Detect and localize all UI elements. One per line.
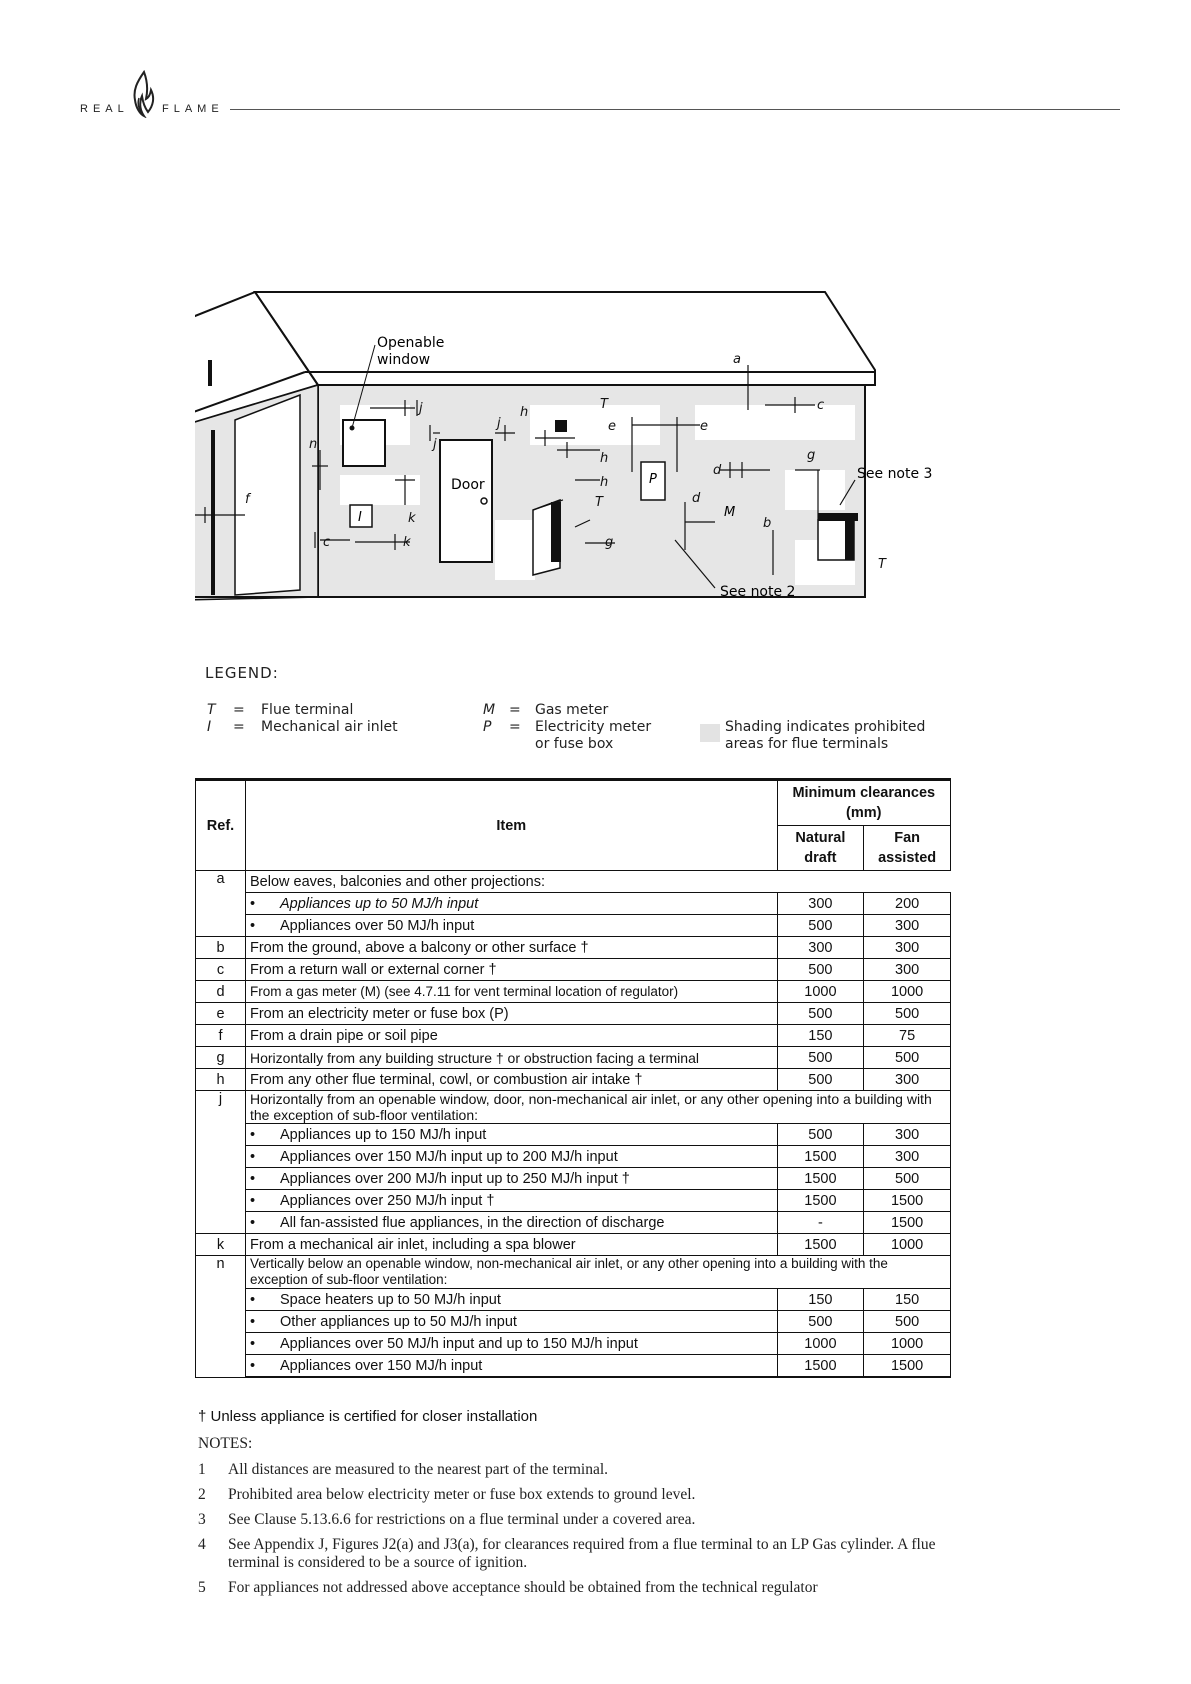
table-row: • Appliances over 150 MJ/h input up to 200 MJ/h input 1500 300 xyxy=(196,1146,951,1168)
table-row: b From the ground, above a balcony or other surface † 300 300 xyxy=(196,937,951,959)
svg-text:k: k xyxy=(408,511,416,526)
legend-flue-terminal: Flue terminal xyxy=(261,702,354,718)
table-row: e From an electricity meter or fuse box (P) 500 500 xyxy=(196,1003,951,1025)
table-row: d From a gas meter (M) (see 4.7.11 for vent terminal location of regulator) 1000 1000 xyxy=(196,981,951,1003)
svg-text:f: f xyxy=(245,492,250,507)
table-row: f From a drain pipe or soil pipe 150 75 xyxy=(196,1025,951,1047)
svg-text:T: T xyxy=(600,397,608,412)
col-item-header: Item xyxy=(245,780,777,871)
house-illustration xyxy=(195,290,1065,630)
door-label: Door xyxy=(451,477,485,493)
note-item: 4 See Appendix J, Figures J2(a) and J3(a), for clearances required from a flue terminal to an LP Gas cylinder. A flue terminal is considered to be a source of ignition. xyxy=(198,1536,936,1571)
table-row: • Appliances over 150 MJ/h input 1500 1500 xyxy=(196,1355,951,1378)
note-item: 5 For appliances not addressed above acceptance should be obtained from the technical regulator xyxy=(198,1579,818,1596)
table-row: • Appliances over 200 MJ/h input up to 250 MJ/h input † 1500 500 xyxy=(196,1168,951,1190)
drain-pipe-top xyxy=(208,360,212,386)
table-row: • Appliances up to 50 MJ/h input 300 200 xyxy=(196,893,951,915)
col-ref-header: Ref. xyxy=(196,780,246,871)
clearance-diagram xyxy=(195,290,1065,630)
note-item: 1 All distances are measured to the nearest part of the terminal. xyxy=(198,1461,609,1478)
svg-text:T: T xyxy=(878,557,886,572)
table-row: • Appliances up to 150 MJ/h input 500 300 xyxy=(196,1124,951,1146)
page-header xyxy=(80,68,1120,118)
svg-text:window: window xyxy=(377,352,431,368)
svg-text:a: a xyxy=(733,352,741,367)
brand-text-left: REAL xyxy=(80,103,129,115)
svg-text:I: I xyxy=(358,510,362,525)
openable-window-label: Openable xyxy=(377,335,445,351)
svg-text:d: d xyxy=(713,463,722,478)
legend-title: LEGEND: xyxy=(205,664,279,682)
see-note-2-label: See note 2 xyxy=(720,584,796,600)
svg-text:j: j xyxy=(419,401,423,416)
notes-section xyxy=(198,1435,958,1604)
svg-text:c: c xyxy=(817,398,825,413)
table-row: j Horizontally from an openable window, door, non-mechanical air inlet, or any other opening into a building with the exception of sub-floor ventilation: xyxy=(196,1091,951,1124)
flame-logo-icon xyxy=(127,70,161,118)
legend-mechanical-air-inlet: Mechanical air inlet xyxy=(261,719,398,735)
gas-meter-label: M xyxy=(724,505,736,520)
clearance-table xyxy=(195,778,951,1378)
svg-text:e: e xyxy=(608,419,616,434)
table-row: k From a mechanical air inlet, including a spa blower 1500 1000 xyxy=(196,1234,951,1256)
svg-text:d: d xyxy=(692,491,701,506)
door xyxy=(440,440,492,562)
svg-text:k: k xyxy=(403,535,411,550)
svg-text:g: g xyxy=(605,535,614,550)
see-note-3-label: See note 3 xyxy=(857,466,933,482)
svg-text:T: T xyxy=(595,495,603,510)
table-row: • Appliances over 50 MJ/h input and up to 150 MJ/h input 1000 1000 xyxy=(196,1333,951,1355)
table-row: • Appliances over 50 MJ/h input 500 300 xyxy=(196,915,951,937)
note-item: 3 See Clause 5.13.6.6 for restrictions on a flue terminal under a covered area. xyxy=(198,1511,696,1528)
table-row: • All fan-assisted flue appliances, in the direction of discharge - 1500 xyxy=(196,1212,951,1234)
col-natural-draft-header: Natural draft xyxy=(777,826,864,871)
svg-text:j: j xyxy=(433,437,437,452)
table-row: • Space heaters up to 50 MJ/h input 150 150 xyxy=(196,1289,951,1311)
brand-text-right: FLAME xyxy=(162,103,224,115)
table-row: • Appliances over 250 MJ/h input † 1500 1500 xyxy=(196,1190,951,1212)
svg-text:e: e xyxy=(700,419,708,434)
notes-title: NOTES: xyxy=(198,1435,253,1452)
table-row: g Horizontally from any building structure † or obstruction facing a terminal 500 500 xyxy=(196,1047,951,1069)
header-rule xyxy=(230,109,1120,110)
legend-shade-swatch xyxy=(700,724,720,742)
openable-window xyxy=(343,420,385,466)
svg-text:c: c xyxy=(323,535,331,550)
svg-text:g: g xyxy=(807,448,816,463)
table-row: h From any other flue terminal, cowl, or combustion air intake † 500 300 xyxy=(196,1069,951,1091)
col-fan-assisted-header: Fan assisted xyxy=(864,826,951,871)
table-row: • Other appliances up to 50 MJ/h input 500 500 xyxy=(196,1311,951,1333)
legend-shading-note: Shading indicates prohibited xyxy=(725,719,926,735)
table-row: n Vertically below an openable window, non-mechanical air inlet, or any other opening into a building with the exception of sub-floor ventilation: xyxy=(196,1256,951,1289)
col-min-clearances-header: Minimum clearances (mm) xyxy=(777,780,950,826)
legend-electricity-meter: Electricity meter xyxy=(535,719,652,735)
svg-text:h: h xyxy=(600,451,609,466)
note-item: 2 Prohibited area below electricity meter or fuse box extends to ground level. xyxy=(198,1486,696,1503)
svg-text:j: j xyxy=(497,416,501,431)
flue-terminal-top xyxy=(555,420,567,432)
table-row: c From a return wall or external corner † 500 300 xyxy=(196,959,951,981)
svg-text:h: h xyxy=(520,405,529,420)
table-row: a Below eaves, balconies and other projections: xyxy=(196,871,951,893)
svg-text:P: P xyxy=(649,472,657,487)
svg-text:b: b xyxy=(763,516,772,531)
table-footnote: † Unless appliance is certified for closer installation xyxy=(198,1408,538,1425)
svg-text:n: n xyxy=(309,437,318,452)
svg-text:h: h xyxy=(600,475,609,490)
legend-gas-meter: Gas meter xyxy=(535,702,609,718)
